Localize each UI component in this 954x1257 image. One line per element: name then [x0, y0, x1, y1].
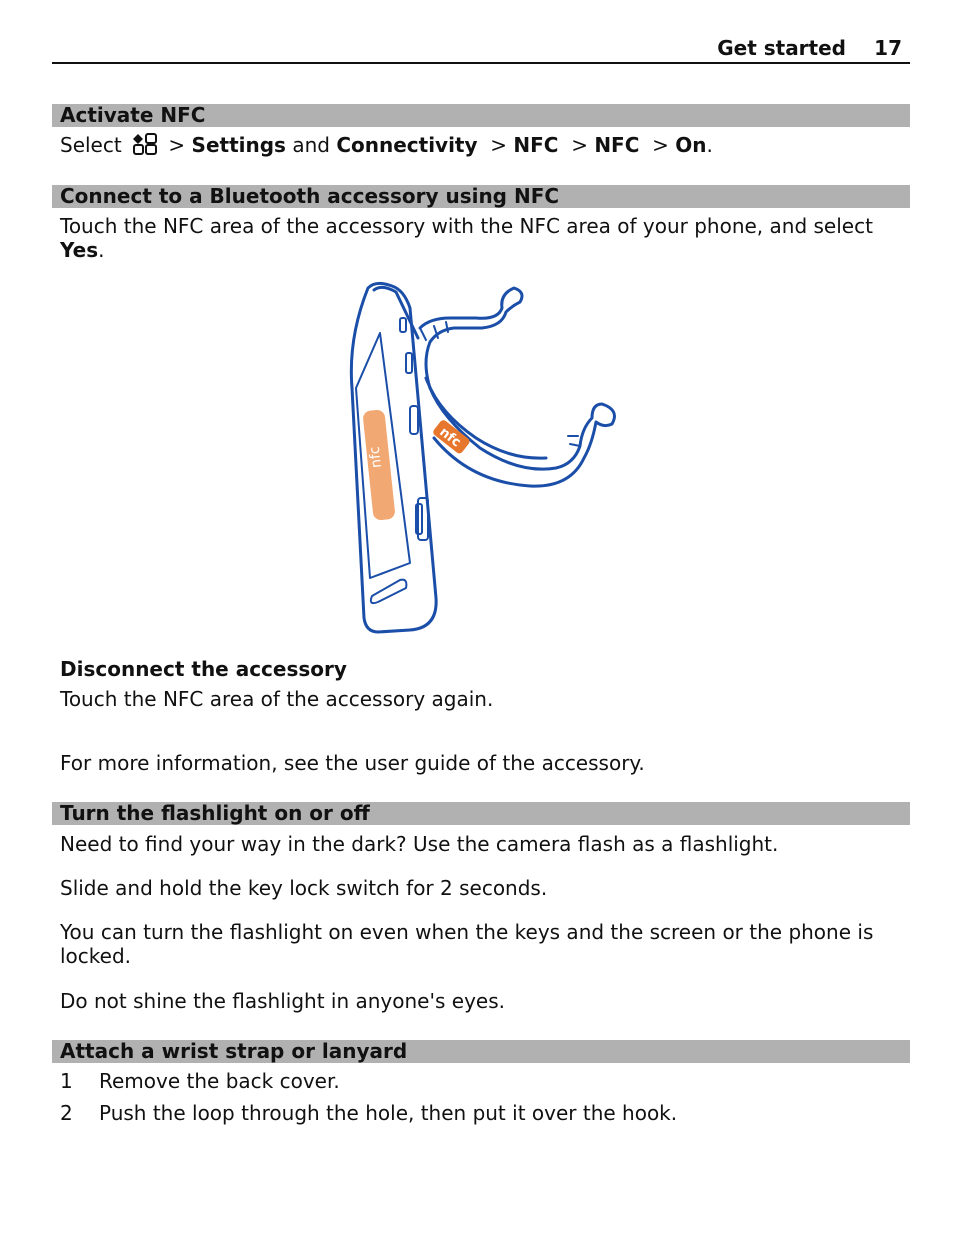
page-number: 17 — [874, 36, 902, 60]
flashlight-paragraph: Need to find your way in the dark? Use the camera flash as a flashlight. — [60, 832, 779, 856]
svg-text:nfc: nfc — [366, 445, 385, 469]
step-text: Remove the back cover. — [99, 1069, 340, 1093]
and-word: and — [292, 133, 330, 157]
period: . — [706, 133, 713, 157]
section-heading-wrist-strap: Attach a wrist strap or lanyard — [52, 1040, 910, 1063]
nfc-label: NFC — [594, 133, 640, 157]
disconnect-body: Touch the NFC area of the accessory again. — [60, 687, 494, 711]
path-separator: > — [571, 133, 588, 157]
connect-bluetooth-text: Touch the NFC area of the accessory with the NFC area of your phone, and select — [60, 214, 873, 238]
flashlight-paragraph: Do not shine the flashlight in anyone's eyes. — [60, 989, 505, 1013]
connect-bluetooth-body — [60, 214, 900, 262]
section-heading-activate-nfc: Activate NFC — [52, 104, 910, 127]
subheading-disconnect: Disconnect the accessory — [60, 657, 347, 681]
connectivity-label: Connectivity — [336, 133, 478, 157]
more-info-text: For more information, see the user guide of the accessory. — [60, 751, 645, 775]
header-section-title: Get started — [717, 36, 846, 60]
step-text: Push the loop through the hole, then put it over the hook. — [99, 1101, 678, 1125]
section-heading-flashlight: Turn the flashlight on or off — [52, 802, 910, 825]
nfc-badge-text: nfc — [436, 424, 464, 451]
step-number: 1 — [60, 1069, 73, 1093]
select-word: Select — [60, 133, 122, 157]
apps-menu-icon — [132, 133, 158, 155]
yes-label: Yes — [60, 238, 99, 262]
path-separator: > — [652, 133, 669, 157]
page-header — [52, 34, 910, 64]
phone-accessory-illustration — [330, 278, 630, 638]
step-number: 2 — [60, 1101, 73, 1125]
flashlight-paragraph: You can turn the flashlight on even when the keys and the screen or the phone is locked. — [60, 920, 874, 968]
path-separator: > — [490, 133, 508, 157]
flashlight-paragraph: Slide and hold the key lock switch for 2 seconds. — [60, 876, 548, 900]
on-label: On — [675, 133, 707, 157]
settings-label: Settings — [191, 133, 286, 157]
path-separator: > — [168, 133, 186, 157]
period: . — [98, 238, 105, 262]
section-heading-connect-bluetooth: Connect to a Bluetooth accessory using NFC — [52, 185, 910, 208]
activate-nfc-instruction — [60, 133, 900, 157]
nfc-label: NFC — [513, 133, 559, 157]
